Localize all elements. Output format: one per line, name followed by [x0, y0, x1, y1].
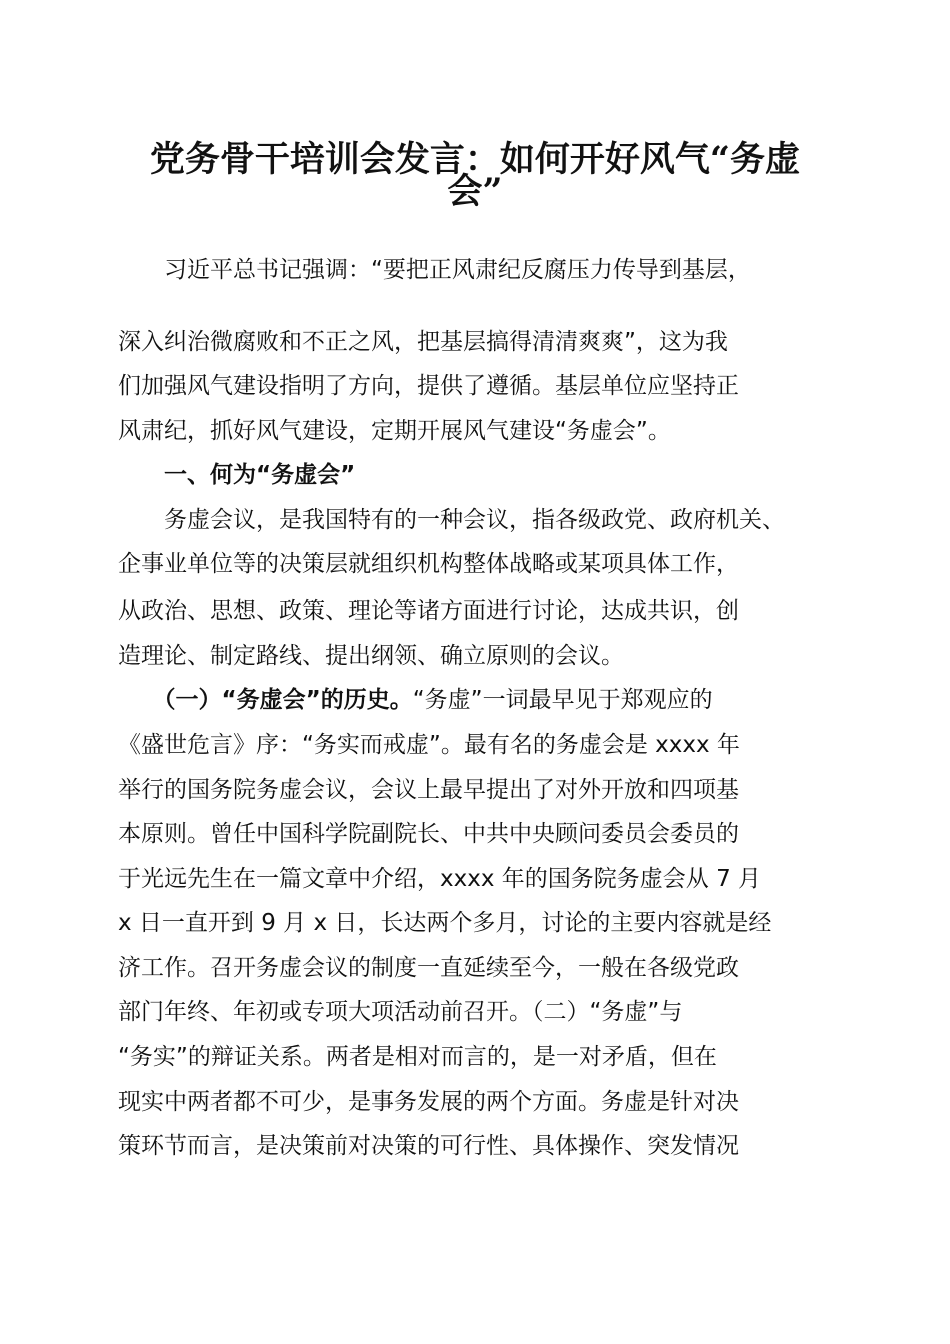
paragraph-line: 策环节而言，是决策前对决策的可行性、具体操作、突发情况: [118, 1133, 739, 1159]
paragraph-line: 济工作。召开务虚会议的制度一直延续至今，一般在各级党政: [118, 955, 739, 981]
intro-line: 们加强风气建设指明了方向，提供了遵循。基层单位应坚持正: [118, 373, 739, 399]
paragraph-line: 企事业单位等的决策层就组织机构整体战略或某项具体工作，: [118, 551, 739, 577]
paragraph-line: “务实”的辩证关系。两者是相对而言的，是一对矛盾，但在: [118, 1044, 717, 1070]
history-first-line-text: “务虚”一词最早见于郑观应的: [412, 687, 713, 713]
paragraph-line: 从政治、思想、政策、理论等诸方面进行讨论，达成共识，创: [118, 598, 739, 624]
intro-line: 风肃纪，抓好风气建设，定期开展风气建设“务虚会”。: [118, 418, 671, 444]
paragraph-line: 务虚会议，是我国特有的一种会议，指各级政党、政府机关、: [118, 507, 785, 533]
intro-line: 深入纠治微腐败和不正之风，把基层搞得清清爽爽”，这为我: [118, 329, 728, 355]
paragraph-line: 造理论、制定路线、提出纲领、确立原则的会议。: [118, 643, 624, 669]
paragraph-line: 举行的国务院务虚会议，会议上最早提出了对外开放和四项基: [118, 777, 739, 803]
title-line-2: 会”: [447, 171, 503, 212]
section-heading-1: 一、何为“务虚会”: [118, 462, 356, 488]
paragraph-line: 《盛世危言》序：“务实而戒虚”。最有名的务虚会是 xxxx 年: [118, 732, 740, 758]
paragraph-line: 本原则。曾任中国科学院副院长、中共中央顾问委员会委员的: [118, 821, 739, 847]
paragraph-line: 部门年终、年初或专项大项活动前召开。（二）“务虚”与: [118, 999, 683, 1025]
subsection-heading-history: （一）“务虚会”的历史。: [118, 687, 413, 713]
paragraph-line: 现实中两者都不可少，是事务发展的两个方面。务虚是针对决: [118, 1089, 739, 1115]
intro-line: 习近平总书记强调：“要把正风肃纪反腐压力传导到基层，: [118, 257, 751, 283]
paragraph-line: x 日一直开到 9 月 x 日，长达两个多月，讨论的主要内容就是经: [118, 910, 772, 936]
history-first-line: [118, 685, 828, 715]
title-line-1: 党务骨干培训会发言：如何开好风气“务虚: [149, 139, 801, 180]
paragraph-line: 于光远先生在一篇文章中介绍，xxxx 年的国务院务虚会从 7 月: [118, 866, 762, 892]
